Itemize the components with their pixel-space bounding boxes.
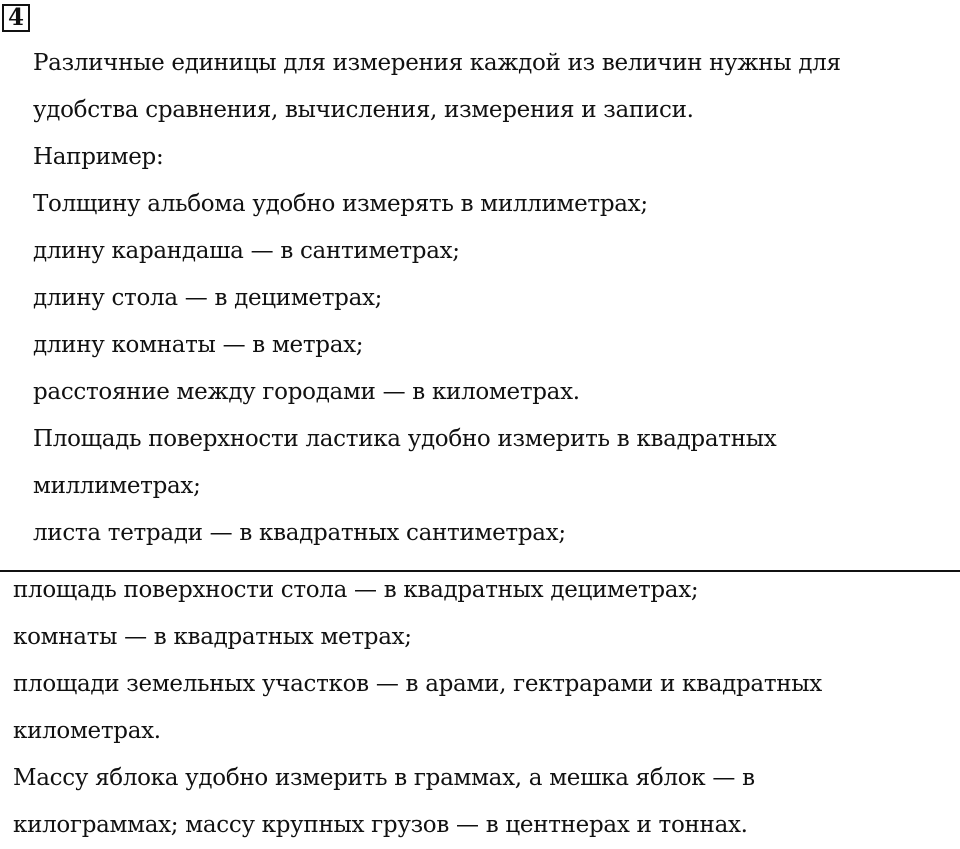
text-line: удобства сравнения, вычисления, измерения и записи.	[33, 97, 694, 123]
text-line: километрах.	[13, 718, 161, 744]
text-line: Различные единицы для измерения каждой из величин нужны для	[33, 50, 841, 76]
text-line: Толщину альбома удобно измерять в миллиметрах;	[33, 191, 648, 217]
text-line: килограммах; массу крупных грузов — в центнерах и тоннах.	[13, 812, 748, 838]
text-line: длину комнаты — в метрах;	[33, 332, 364, 358]
text-line: миллиметрах;	[33, 473, 201, 499]
text-line: комнаты — в квадратных метрах;	[13, 624, 412, 650]
text-line: листа тетради — в квадратных сантиметрах;	[33, 520, 566, 546]
text-line: Площадь поверхности ластика удобно измерить в квадратных	[33, 426, 777, 452]
text-line: площади земельных участков — в арами, гектрарами и квадратных	[13, 671, 822, 697]
text-line: длину карандаша — в сантиметрах;	[33, 238, 460, 264]
answer-text-part-2	[13, 567, 822, 849]
text-line: площадь поверхности стола — в квадратных дециметрах;	[13, 577, 699, 603]
text-line: Массу яблока удобно измерить в граммах, а мешка яблок — в	[13, 765, 755, 791]
answer-text-part-1	[33, 40, 841, 557]
task-number-badge: 4	[2, 4, 30, 32]
text-line: длину стола — в дециметрах;	[33, 285, 383, 311]
text-line: Например:	[33, 144, 164, 170]
text-line: расстояние между городами — в километрах.	[33, 379, 580, 405]
